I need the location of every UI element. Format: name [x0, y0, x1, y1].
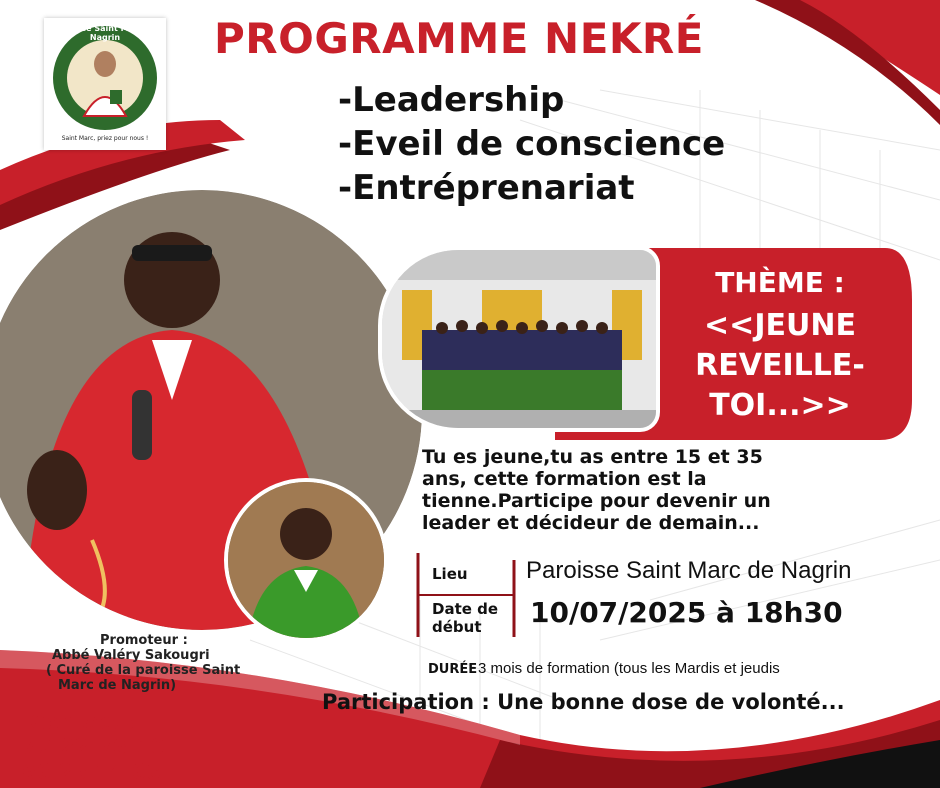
program-line-eveil: -Eveil de conscience [338, 124, 726, 164]
pitch-line-4: leader et décideur de demain... [422, 512, 760, 534]
pitch-line-2: ans, cette formation est la [422, 468, 707, 490]
date-label-line-1: Date de [432, 600, 499, 618]
group-photo [378, 246, 660, 432]
logo-motto: Saint Marc, priez pour nous ! [61, 135, 149, 142]
contact-phone-2: 66 25 14 68 [22, 760, 161, 784]
duree-value: 3 mois de formation (tous les Mardis et jeudis [478, 660, 780, 677]
theme-line-2: REVEILLE- [695, 348, 865, 383]
lieu-label: Lieu [432, 565, 468, 583]
priest-small-portrait [224, 478, 388, 642]
parish-logo [44, 18, 166, 150]
theme-label: THÈME : [715, 266, 845, 299]
lieu-value: Paroisse Saint Marc de Nagrin [526, 557, 852, 584]
pitch-line-3: tienne.Participe pour devenir un [422, 490, 771, 512]
date-value: 10/07/2025 à 18h30 [530, 596, 843, 629]
participation-text: Participation : Une bonne dose de volonté... [322, 690, 845, 714]
promoteur-name: Abbé Valéry Sakougri [52, 648, 210, 663]
group-photo-image [382, 250, 656, 428]
contacts-label: Contacts: [30, 710, 143, 734]
promoteur-role-line-2: Marc de Nagrin) [58, 678, 177, 693]
promoteur-label: Promoteur : [100, 633, 188, 648]
date-label-line-2: début [432, 618, 482, 636]
pitch-line-1: Tu es jeune,tu as entre 15 et 35 [422, 446, 763, 468]
program-title: PROGRAMME NEKRÉ [214, 14, 704, 63]
theme-line-3: TOI...>> [709, 388, 851, 423]
theme-line-1: <<JEUNE [704, 308, 856, 343]
duree-label: DURÉE [428, 662, 478, 677]
promoteur-role-line-1: ( Curé de la paroisse Saint [46, 663, 241, 678]
program-line-entreprenariat: -Entréprenariat [338, 168, 635, 208]
priest-small-portrait-image [228, 482, 384, 638]
logo-ring-text: Paroisse Saint Marc de Nagrin [53, 24, 157, 42]
contact-phone-1: 77-22-76-10 [22, 735, 166, 759]
program-line-leadership: -Leadership [338, 80, 565, 120]
